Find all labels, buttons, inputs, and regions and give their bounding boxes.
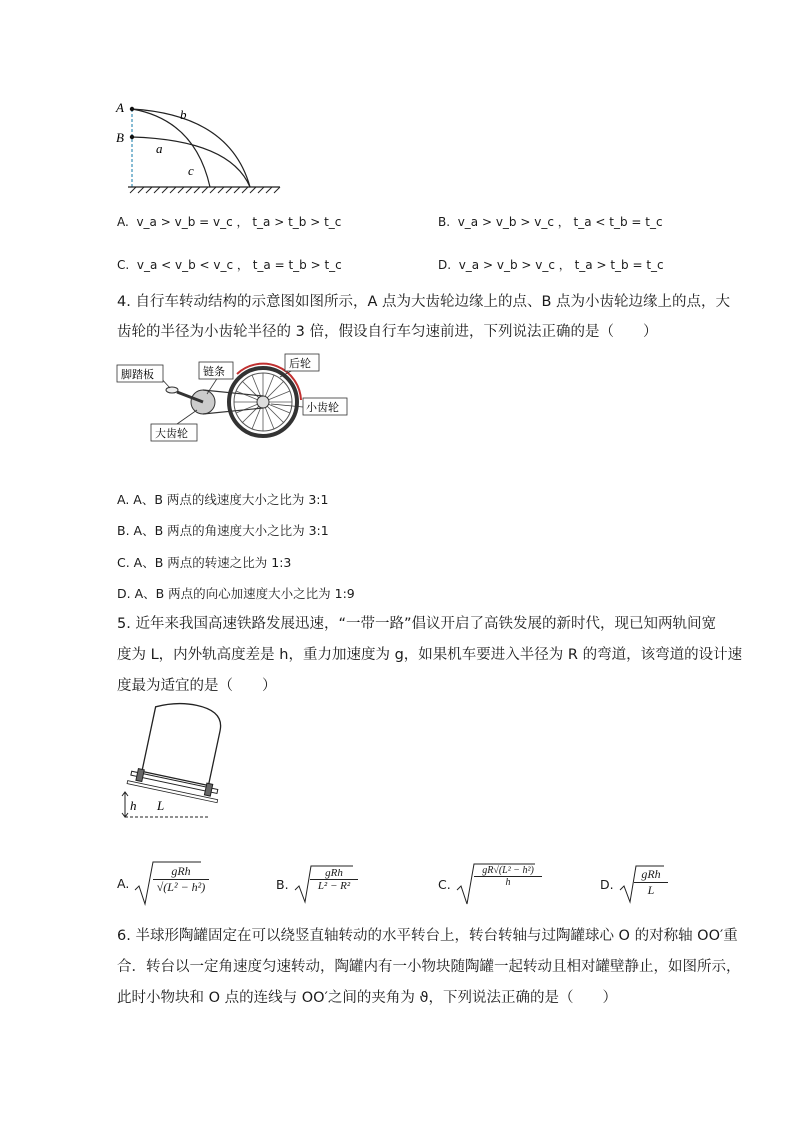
label-pedal: 脚踏板 [121, 368, 154, 381]
q3-option-a[interactable]: A. v_a > v_b = v_c ， t_a > t_b > t_c [117, 215, 342, 229]
option-d-numerator: gRh [634, 867, 668, 883]
option-c-numerator: gR√(L² − h²) [474, 865, 542, 877]
option-a-numerator: gRh [153, 864, 209, 880]
bicycle-figure [115, 352, 360, 452]
label-chain: 链条 [203, 365, 225, 378]
wheel-left [136, 769, 144, 782]
q5-option-d[interactable]: D. gRh L [600, 864, 666, 904]
q5-option-a[interactable]: A. gRh √(L² − h²) [117, 860, 203, 906]
q6-stem-line3: 此时小物块和 O 点的连线与 OO′之间的夹角为 ϑ，下列说法正确的是（ ） [117, 990, 617, 1006]
label-L: L [157, 798, 165, 813]
q4-stem-line2: 齿轮的半径为小齿轮半径的 3 倍，假设自行车匀速前进，下列说法正确的是（ ） [117, 324, 658, 340]
q3-option-c[interactable]: C. v_a < v_b < v_c ， t_a = t_b > t_c [117, 258, 342, 272]
option-b-denominator: L² − R² [317, 880, 351, 892]
q6-stem-line1: 6. 半球形陶罐固定在可以绕竖直轴转动的水平转台上，转台转轴与过陶罐球心 O 的对称轴 OO′重 [117, 928, 738, 944]
label-B: B [116, 130, 124, 145]
q3-option-d[interactable]: D. v_a > v_b > v_c ， t_a > t_b = t_c [438, 258, 664, 272]
q4-stem-line1: 4. 自行车转动结构的示意图如图所示，A 点为大齿轮边缘上的点、B 点为小齿轮边缘上的点，大 [117, 294, 731, 310]
small-gear [257, 396, 269, 408]
q5-stem-line3: 度最为适宜的是（ ） [117, 678, 277, 694]
option-d-denominator: L [647, 883, 655, 897]
q4-option-d[interactable]: D. A、B 两点的向心加速度大小之比为 1:9 [117, 586, 355, 601]
label-b: b [180, 107, 187, 122]
q5-option-b[interactable]: B. gRh L² − R² [276, 864, 355, 904]
label-c: c [188, 163, 194, 178]
label-a: a [156, 141, 163, 156]
q5-option-c[interactable]: C. $\frac{\text{gR√(L² − h²)}}{h}$ [438, 862, 537, 906]
label-small-gear: 小齿轮 [306, 401, 339, 414]
label-A: A [116, 100, 124, 115]
option-b-numerator: gRh [310, 867, 358, 880]
trajectory-figure [110, 95, 290, 195]
q5-stem-line2: 度为 L，内外轨高度差是 h，重力加速度为 g，如果机车要进入半径为 R 的弯道，该弯道的设计速 [117, 647, 743, 663]
train-tilt-figure [115, 700, 230, 822]
q4-option-a[interactable]: A. A、B 两点的线速度大小之比为 3:1 [117, 492, 329, 507]
point-a-dot [130, 107, 134, 111]
label-big-gear: 大齿轮 [155, 427, 188, 440]
ground-hatching [130, 187, 280, 193]
q4-option-c[interactable]: C. A、B 两点的转速之比为 1:3 [117, 555, 292, 570]
option-c-denominator: h [505, 877, 511, 888]
train-body [142, 700, 224, 786]
q4-option-b[interactable]: B. A、B 两点的角速度大小之比为 3:1 [117, 523, 329, 538]
q5-stem-line1: 5. 近年来我国高速铁路发展迅速，“一带一路”倡议开启了高铁发展的新时代，现已知两轨间宽 [117, 616, 716, 632]
q3-option-b[interactable]: B. v_a > v_b > v_c ， t_a < t_b = t_c [438, 215, 663, 229]
label-rear-wheel: 后轮 [289, 357, 311, 370]
point-b-dot [130, 135, 134, 139]
trajectory-a [132, 137, 250, 187]
pedal [166, 387, 178, 393]
trajectory-c [132, 109, 210, 187]
q6-stem-line2: 合．转台以一定角速度匀速转动，陶罐内有一小物块随陶罐一起转动且相对罐壁静止，如图所示， [117, 959, 741, 975]
label-h: h [130, 798, 137, 813]
option-a-denominator: √(L² − h²) [156, 880, 206, 894]
